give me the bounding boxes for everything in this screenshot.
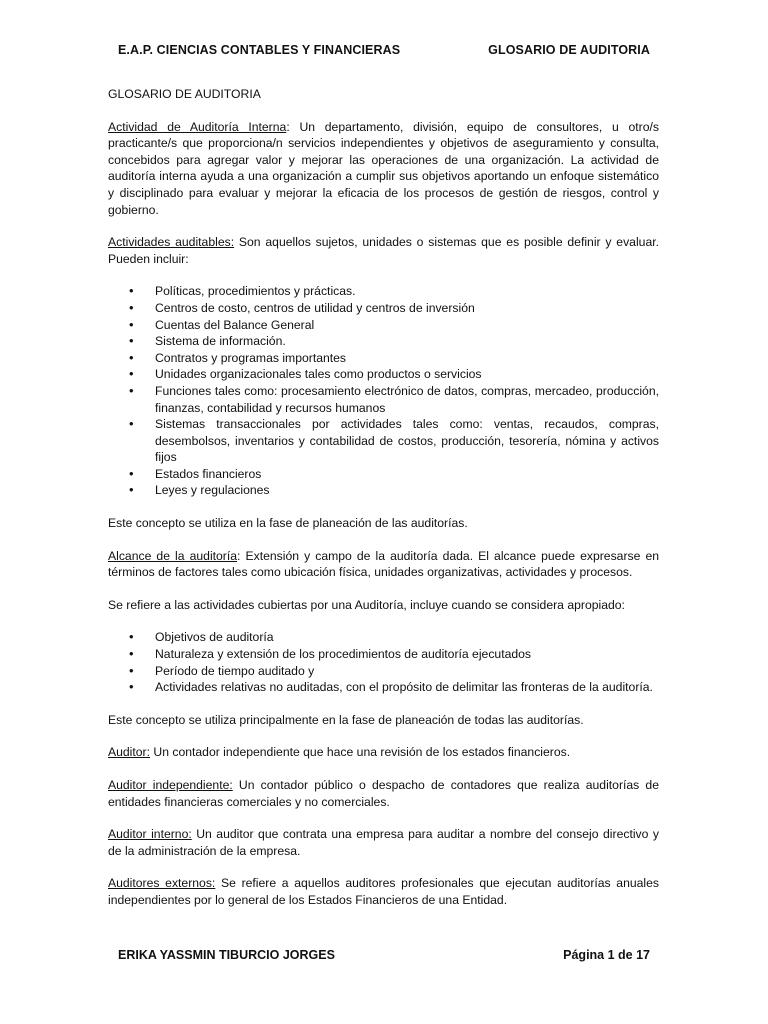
list-item: • Estados financieros [155,466,659,483]
term: Auditor independiente: [108,778,233,792]
list-item: • Centros de costo, centros de utilidad y centros de inversión [155,300,659,317]
header-doc-title: GLOSARIO DE AUDITORIA [488,43,650,57]
footer-author: ERIKA YASSMIN TIBURCIO JORGES [118,948,335,962]
list-item: • Naturaleza y extensión de los procedimientos de auditoría ejecutados [155,646,659,663]
list-item: • Funciones tales como: procesamiento electrónico de datos, compras, mercadeo, producción, finanzas, contabilidad y recursos humanos [155,383,659,416]
footer-page-number: Página 1 de 17 [563,948,650,962]
definition: Son aquellos sujetos, unidades o sistemas que es posible definir y evaluar. Pueden incluir: [108,235,659,266]
list-item: • Leyes y regulaciones [155,482,659,499]
auditables-list [108,283,659,499]
definition: Un contador independiente que hace una revisión de los estados financieros. [150,745,571,760]
term: Alcance de la auditoría [108,548,238,563]
list-item: • Cuentas del Balance General [155,317,659,334]
header-school: E.A.P. CIENCIAS CONTABLES Y FINANCIERAS [118,43,401,57]
page-header [118,43,650,57]
list-item: • Actividades relativas no auditadas, con el propósito de delimitar las fronteras de la auditoría. [155,679,659,696]
alcance-intro: Se refiere a las actividades cubiertas por una Auditoría, incluye cuando se considera apropiado: [108,597,625,612]
page-footer [118,948,650,962]
alcance-note: Este concepto se utiliza principalmente en la fase de planeación de todas las auditorías. [108,712,584,727]
term: Actividad de Auditoría Interna [108,119,287,134]
definition: Un auditor que contrata una empresa para auditar a nombre del consejo directivo y de la administración de la empresa. [108,827,659,858]
entry-alcance-auditoria [108,548,659,581]
list-item: • Sistemas transaccionales por actividades tales como: ventas, recaudos, compras, desembolsos, inventarios y contabilidad de costos, producción, tesorería, nómina y activos fijos [155,416,659,466]
definition: : Un departamento, división, equipo de consultores, u otro/s practicante/s que proporciona/n servicios independientes y objetivos de aseguramiento y consulta, concebidos para agregar valor y mejorar las operaciones de una organización. La actividad de auditoría interna ayuda a una organización a cumplir sus objetivos aportando un enfoque sistemático y disciplinado para evaluar y mejorar la eficacia de los procesos de gestión de riesgos, control y gobierno. [108,119,660,217]
list-item: • Unidades organizacionales tales como productos o servicios [155,366,659,383]
entry-actividades-auditables [108,234,659,267]
list-item: • Sistema de información. [155,333,659,350]
entry-auditor [108,744,659,761]
term: Actividades auditables: [108,235,235,250]
list-item: • Objetivos de auditoría [155,629,659,646]
alcance-list [108,629,659,695]
auditables-note: Este concepto se utiliza en la fase de planeación de las auditorías. [108,516,468,531]
entry-actividad-auditoria-interna [108,119,659,219]
term: Auditor: [108,745,151,760]
entry-auditor-independiente [108,777,659,810]
list-item: • Políticas, procedimientos y prácticas. [155,283,659,300]
entry-auditores-externos [108,875,659,908]
page-body [108,86,659,925]
document-title: GLOSARIO DE AUDITORIA [108,87,261,101]
definition: Un contador público o despacho de contadores que realiza auditorías de entidades financieras comerciales y no comerciales. [108,778,659,809]
definition: Se refiere a aquellos auditores profesionales que ejecutan auditorías anuales independientes por lo general de los Estados Financieros de una Entidad. [108,876,660,907]
term: Auditor interno: [108,827,192,842]
list-item: • Contratos y programas importantes [155,350,659,367]
term: Auditores externos: [108,876,216,891]
definition: : Extensión y campo de la auditoría dada. El alcance puede expresarse en términos de factores tales como ubicación física, unidades organizativas, actividades y procesos. [108,548,659,580]
entry-auditor-interno [108,826,659,859]
list-item: • Período de tiempo auditado y [155,663,659,680]
